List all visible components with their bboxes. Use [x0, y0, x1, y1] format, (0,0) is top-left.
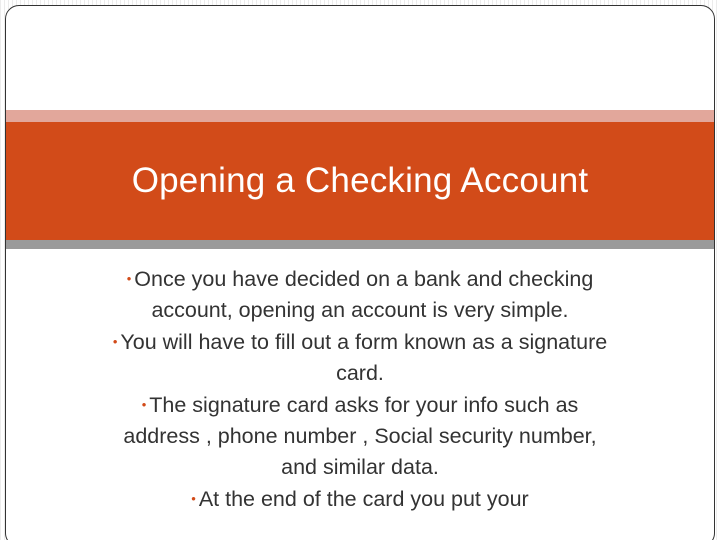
bullet-item: [104, 326, 616, 389]
bullet-text: Once you have decided on a bank and checking account, opening an account is very simple.: [134, 267, 594, 322]
bullet-icon: •: [191, 491, 196, 506]
bullet-text: At the end of the card you put your: [198, 487, 529, 511]
bullet-item: [104, 263, 616, 326]
bullet-list: [104, 263, 616, 515]
title-shadow-band: [6, 240, 714, 249]
slide-title: Opening a Checking Account: [131, 161, 589, 200]
bullet-item: [104, 389, 616, 483]
bullet-icon: •: [126, 271, 132, 286]
bullet-text: The signature card asks for your info such as address , phone number , Social security number, and similar data.: [123, 393, 597, 479]
bullet-icon: •: [141, 397, 147, 412]
bullet-icon: •: [112, 334, 118, 349]
title-accent-band: [6, 110, 714, 122]
bullet-item: [104, 483, 616, 515]
bullet-text: You will have to fill out a form known as a signature card.: [120, 330, 608, 385]
slide-frame: [5, 5, 715, 540]
